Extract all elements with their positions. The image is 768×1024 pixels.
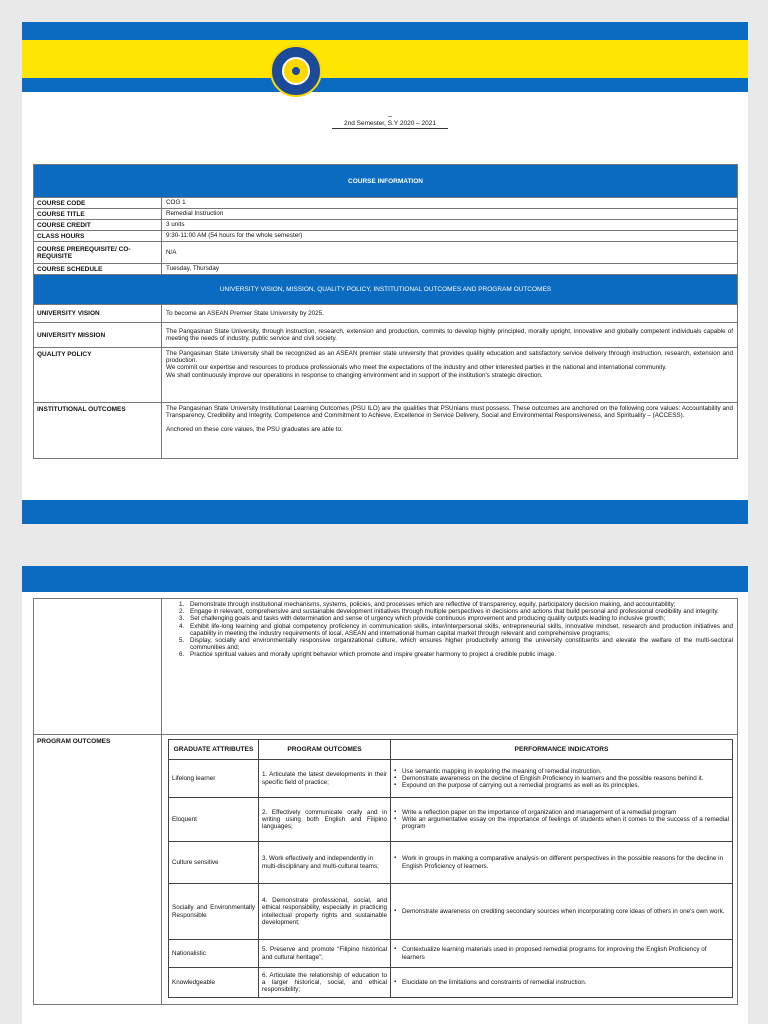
outcome-item: 2. Engage in relevant, comprehensive and sustainable development initiatives through multiple perspectives in decisions and actions that build personal and professional credibility and integrity.	[186, 608, 733, 615]
graduate-attribute: Lifelong learner	[169, 760, 259, 798]
university-vision-label: UNIVERSITY VISION	[34, 305, 162, 323]
institutional-outcomes-text	[162, 403, 738, 459]
institutional-outcomes-paragraph: The Pangasinan State University Institutional Learning Outcomes (PSU ILO) are the qualities that PSUnians must possess. These outcomes are anchored on the following core values: Accountability and Transparency, Credibility and Integrity, Competence and Commitment to Achieve, Excellence in Service Delivery, Social and Environmental Responsiveness, and Spirituality – (ACCESS).	[166, 405, 733, 420]
program-outcome: 5. Preserve and promote “Filipino historical and cultural heritage”;	[259, 940, 391, 968]
outcome-item: 3. Set challenging goals and tasks with determination and sense of urgency which provide continuous improvement and producing quality outputs leading to inclusive growth;	[186, 615, 733, 622]
indicator-item: ▪ Write a reflection paper on the importance of organization and management of a remedial program	[394, 809, 729, 816]
program-outcomes-label: PROGRAM OUTCOMES	[34, 735, 162, 1005]
graduate-attribute: Socially and Environmentally Responsible	[169, 884, 259, 940]
quality-policy-text	[162, 348, 738, 403]
outcome-item: 1. Demonstrate through institutional mechanisms, systems, policies, and processes which are reflective of transparency, equity, participatory decision making, and accountability;	[186, 601, 733, 608]
outcomes-table	[33, 598, 738, 1005]
table-row	[169, 968, 733, 998]
document-page-2	[22, 566, 748, 1024]
outcome-item: 6. Practice spiritual values and morally upright behavior which promote and inspire greater harmony to project a credible public image.	[186, 651, 733, 658]
university-mission-text: The Pangasinan State University, through instruction, research, extension and production, commits to develop highly principled, morally upright, innovative and globally competent individuals capable of meeting the needs of industry, public service and civil society.	[162, 323, 738, 348]
indicator-item: ▪ Elucidate on the limitations and constraints of remedial instruction.	[394, 979, 729, 986]
course-schedule-value: Tuesday, Thursday	[162, 264, 738, 275]
performance-indicators	[391, 798, 733, 842]
prerequisite-value: N/A	[162, 242, 738, 264]
course-code-value: COG 1	[162, 198, 738, 209]
graduate-attribute: Knowledgeable	[169, 968, 259, 998]
bottom-blue-band	[22, 500, 748, 524]
indicator-item: ▪ Write an argumentative essay on the importance of feelings of students when it comes to the success of a remedial program	[394, 816, 729, 831]
graduate-attributes-header: GRADUATE ATTRIBUTES	[169, 740, 259, 760]
top-blue-band-page-2	[22, 566, 748, 592]
program-outcomes-table	[168, 739, 733, 998]
indicator-item: ▪ Demonstrate awareness on crediting secondary sources when incorporating core ideas of others in one's own work.	[394, 908, 729, 915]
anchored-paragraph: Anchored on these core values, the PSU graduates are able to:	[166, 426, 343, 434]
course-credit-label: COURSE CREDIT	[34, 220, 162, 231]
graduate-attribute: Nationalistic	[169, 940, 259, 968]
quality-policy-paragraph-2: We commit our expertise and resources to produce professionals who meet the expectations of the industry and other interested parties in the national and international community.	[166, 364, 667, 372]
title-dash: –	[388, 113, 392, 120]
indicator-item: ▪ Work in groups in making a comparative analysis on different perspectives in the possible reasons for the decline in English Proficiency of learners.	[394, 855, 729, 870]
quality-policy-paragraph-1: The Pangasinan State University shall be recognized as an ASEAN premier state university that provides quality education and satisfactory service delivery through instruction, research, extension and production.	[166, 350, 733, 365]
outcomes-list-cell	[162, 599, 738, 735]
table-row	[169, 842, 733, 884]
course-information-table	[33, 164, 738, 459]
performance-indicators	[391, 968, 733, 998]
graduate-attribute: Eloquent	[169, 798, 259, 842]
program-outcome: 6. Articulate the relationship of education to a larger historical, social, and ethical responsibility;	[259, 968, 391, 998]
course-credit-value: 3 units	[162, 220, 738, 231]
outcome-item: 4. Exhibit life-long learning and global competency proficiency in communication skills, inter/interpersonal skills, entrepreneurial skills, innovative mindset, research and production initiatives and capability in meeting the industry requirements of local, ASEAN and international human capital market through relevant and comprehensive programs;	[186, 623, 733, 637]
blue-band	[22, 78, 748, 92]
semester-header	[332, 114, 448, 129]
indicator-item: ▪ Contextualize learning materials used in proposed remedial programs for improving the English Proficiency of learners	[394, 946, 729, 961]
table-row	[169, 760, 733, 798]
course-schedule-label: COURSE SCHEDULE	[34, 264, 162, 275]
university-mission-label: UNIVERSITY MISSION	[34, 323, 162, 348]
empty-label-cell	[34, 599, 162, 735]
university-seal-logo	[270, 45, 322, 97]
performance-indicators	[391, 940, 733, 968]
performance-indicators-header: PERFORMANCE INDICATORS	[391, 740, 733, 760]
program-outcomes-header: PROGRAM OUTCOMES	[259, 740, 391, 760]
course-information-heading: COURSE INFORMATION	[34, 165, 738, 198]
university-vision-text: To become an ASEAN Premier State University by 2025.	[162, 305, 738, 323]
graduate-attribute: Culture sensitive	[169, 842, 259, 884]
indicator-item: ▪ Use semantic mapping in exploring the meaning of remedial instruction.	[394, 768, 729, 775]
document-page-1	[22, 22, 748, 524]
program-outcome: 1. Articulate the latest developments in their specific field of practice;	[259, 760, 391, 798]
indicator-item: ▪ Demonstrate awareness on the decline of English Proficiency in learners and the possible reasons behind it.	[394, 775, 729, 782]
outcome-item: 5. Display, socially and environmentally responsive organizational culture, which ensures higher productivity among the university constituents and elevate the welfare of the multi-sectoral communities and;	[186, 637, 733, 651]
program-outcome: 2. Effectively communicate orally and in writing using both English and Filipino languages;	[259, 798, 391, 842]
semester-label: 2nd Semester, S.Y 2020 – 2021	[343, 120, 437, 127]
program-outcome: 4. Demonstrate professional, social, and ethical responsibility, especially in practicing intellectual property rights and sustainable development;	[259, 884, 391, 940]
course-title-label: COURSE TITLE	[34, 209, 162, 220]
class-hours-label: CLASS HOURS	[34, 231, 162, 242]
course-title-value: Remedial Instruction	[162, 209, 738, 220]
semester-underline	[332, 128, 448, 129]
prerequisite-label: COURSE PREREQUISITE/ CO-REQUISITE	[34, 242, 162, 264]
top-blue-band	[22, 22, 748, 40]
program-outcome: 3. Work effectively and independently in multi-disciplinary and multi-cultural teams;	[259, 842, 391, 884]
table-row	[169, 884, 733, 940]
institutional-outcomes-label: INSTITUTIONAL OUTCOMES	[34, 403, 162, 459]
quality-policy-label: QUALITY POLICY	[34, 348, 162, 403]
performance-indicators	[391, 842, 733, 884]
university-section-heading: UNIVERSITY VISION, MISSION, QUALITY POLICY, INSTITUTIONAL OUTCOMES AND PROGRAM OUTCOMES	[34, 275, 738, 305]
quality-policy-paragraph-3: We shall continuously improve our operations in response to changing environment and in support of the institution's strategic direction.	[166, 371, 543, 379]
yellow-band	[22, 40, 748, 78]
institutional-outcomes-list	[166, 601, 733, 659]
class-hours-value: 9:30-11:00 AM (54 hours for the whole semester)	[162, 231, 738, 242]
program-outcomes-cell	[162, 735, 738, 1005]
indicator-item: ▪ Expound on the purpose of carrying out a remedial programs as well as its principles.	[394, 782, 729, 789]
table-row	[169, 940, 733, 968]
table-row	[169, 798, 733, 842]
course-code-label: COURSE CODE	[34, 198, 162, 209]
performance-indicators	[391, 884, 733, 940]
performance-indicators	[391, 760, 733, 798]
